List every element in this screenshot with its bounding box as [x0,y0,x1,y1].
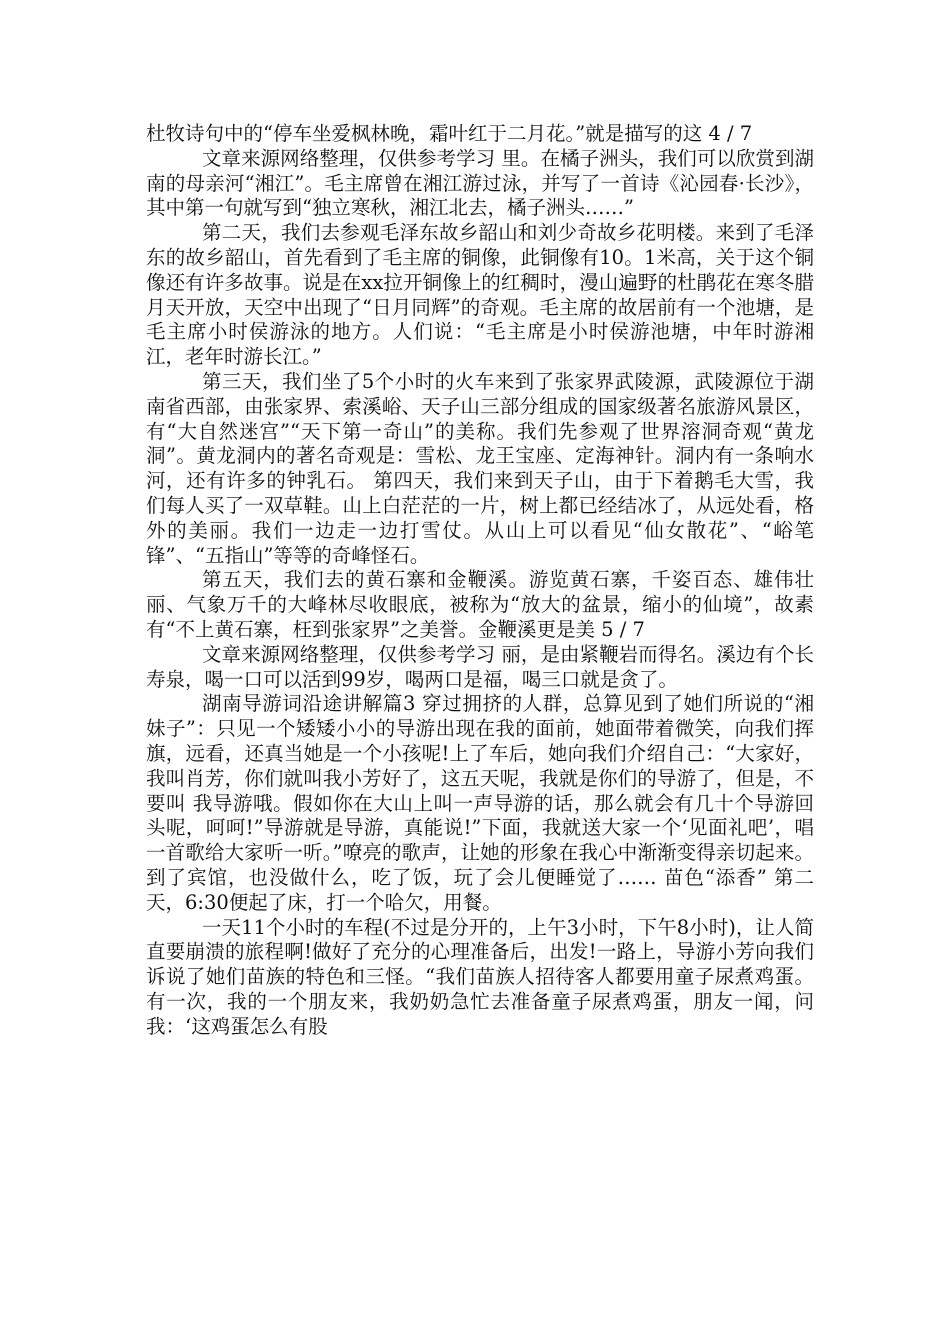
paragraph-6: 文章来源网络整理，仅供参考学习 丽，是由紧鞭岩而得名。溪边有个长寿泉，喝一口可以活到99岁，喝两口是福，喝三口就是贪了。 [146,642,814,691]
paragraph-2: 文章来源网络整理，仅供参考学习 里。在橘子洲头，我们可以欣赏到湖南的母亲河“湘江”。毛主席曾在湘江游过泳，并写了一首诗《沁园春·长沙》，其中第一句就写到“独立寒秋，湘江北去，橘子洲头……” [146,146,814,220]
paragraph-3: 第二天，我们去参观毛泽东故乡韶山和刘少奇故乡花明楼。来到了毛泽东的故乡韶山，首先看到了毛主席的铜像，此铜像有10。1米高，关于这个铜像还有许多故事。说是在xx拉开铜像上的红稠时，漫山遍野的杜鹃花在寒冬腊月天开放，天空中出现了“日月同辉”的奇观。毛主席的故居前有一个池塘，是毛主席小时侯游泳的地方。人们说：“毛主席是小时侯游池塘，中年时游湘江，老年时游长江。” [146,221,814,369]
document-page [146,122,814,1039]
paragraph-8: 一天11个小时的车程(不过是分开的，上午3小时，下午8小时)，让人简直要崩溃的旅程啊!做好了充分的心理准备后，出发!一路上，导游小芳向我们诉说了她们苗族的特色和三怪。“我们苗族人招待客人都要用童子尿煮鸡蛋。有一次，我的一个朋友来，我奶奶急忙去准备童子尿煮鸡蛋，朋友一闻，问我：‘这鸡蛋怎么有股 [146,915,814,1038]
paragraph-5: 第五天，我们去的黄石寨和金鞭溪。游览黄石寨，千姿百态、雄伟壮丽、气象万千的大峰林尽收眼底，被称为“放大的盆景，缩小的仙境”，故素有“不上黄石寨，枉到张家界”之美誉。金鞭溪更是美 5 / 7 [146,568,814,641]
paragraph-1: 杜牧诗句中的“停车坐爱枫林晚，霜叶红于二月花。”就是描写的这 4 / 7 [146,122,753,145]
paragraph-7: 湖南导游词沿途讲解篇3 穿过拥挤的人群，总算见到了她们所说的“湘妹子”：只见一个矮矮小小的导游出现在我的面前，她面带着微笑，向我们挥旗，远看，还真当她是一个小孩呢!上了车后，她向我们介绍自己：“大家好，我叫肖芳，你们就叫我小芳好了，这五天呢，我就是你们的导游了，但是，不要叫 我导游哦。假如你在大山上叫一声导游的话，那么就会有几十个导游回头呢，呵呵!”导游就是导游，真能说!”下面，我就送大家一个‘见面礼吧’，唱一首歌给大家听一听。”嘹亮的歌声，让她的形象在我心中渐渐变得亲切起来。到了宾馆，也没做什么，吃了饭，玩了会儿便睡觉了…… 苗色“添香” 第二天，6:30便起了床，打一个哈欠，用餐。 [146,692,814,914]
paragraph-4: 第三天，我们坐了5个小时的火车来到了张家界武陵源，武陵源位于湖南省西部，由张家界、索溪峪、天子山三部分组成的国家级著名旅游风景区，有“大自然迷宫”“天下第一奇山”的美称。我们先参观了世界溶洞奇观“黄龙洞”。黄龙洞内的著名奇观是：雪松、龙王宝座、定海神针。洞内有一条响水河，还有许多的钟乳石。 第四天，我们来到天子山，由于下着鹅毛大雪，我们每人买了一双草鞋。山上白茫茫的一片，树上都已经结冰了，从远处看，格外的美丽。我们一边走一边打雪仗。从山上可以看见“仙女散花”、“峪笔锋”、“五指山”等等的奇峰怪石。 [146,369,814,567]
